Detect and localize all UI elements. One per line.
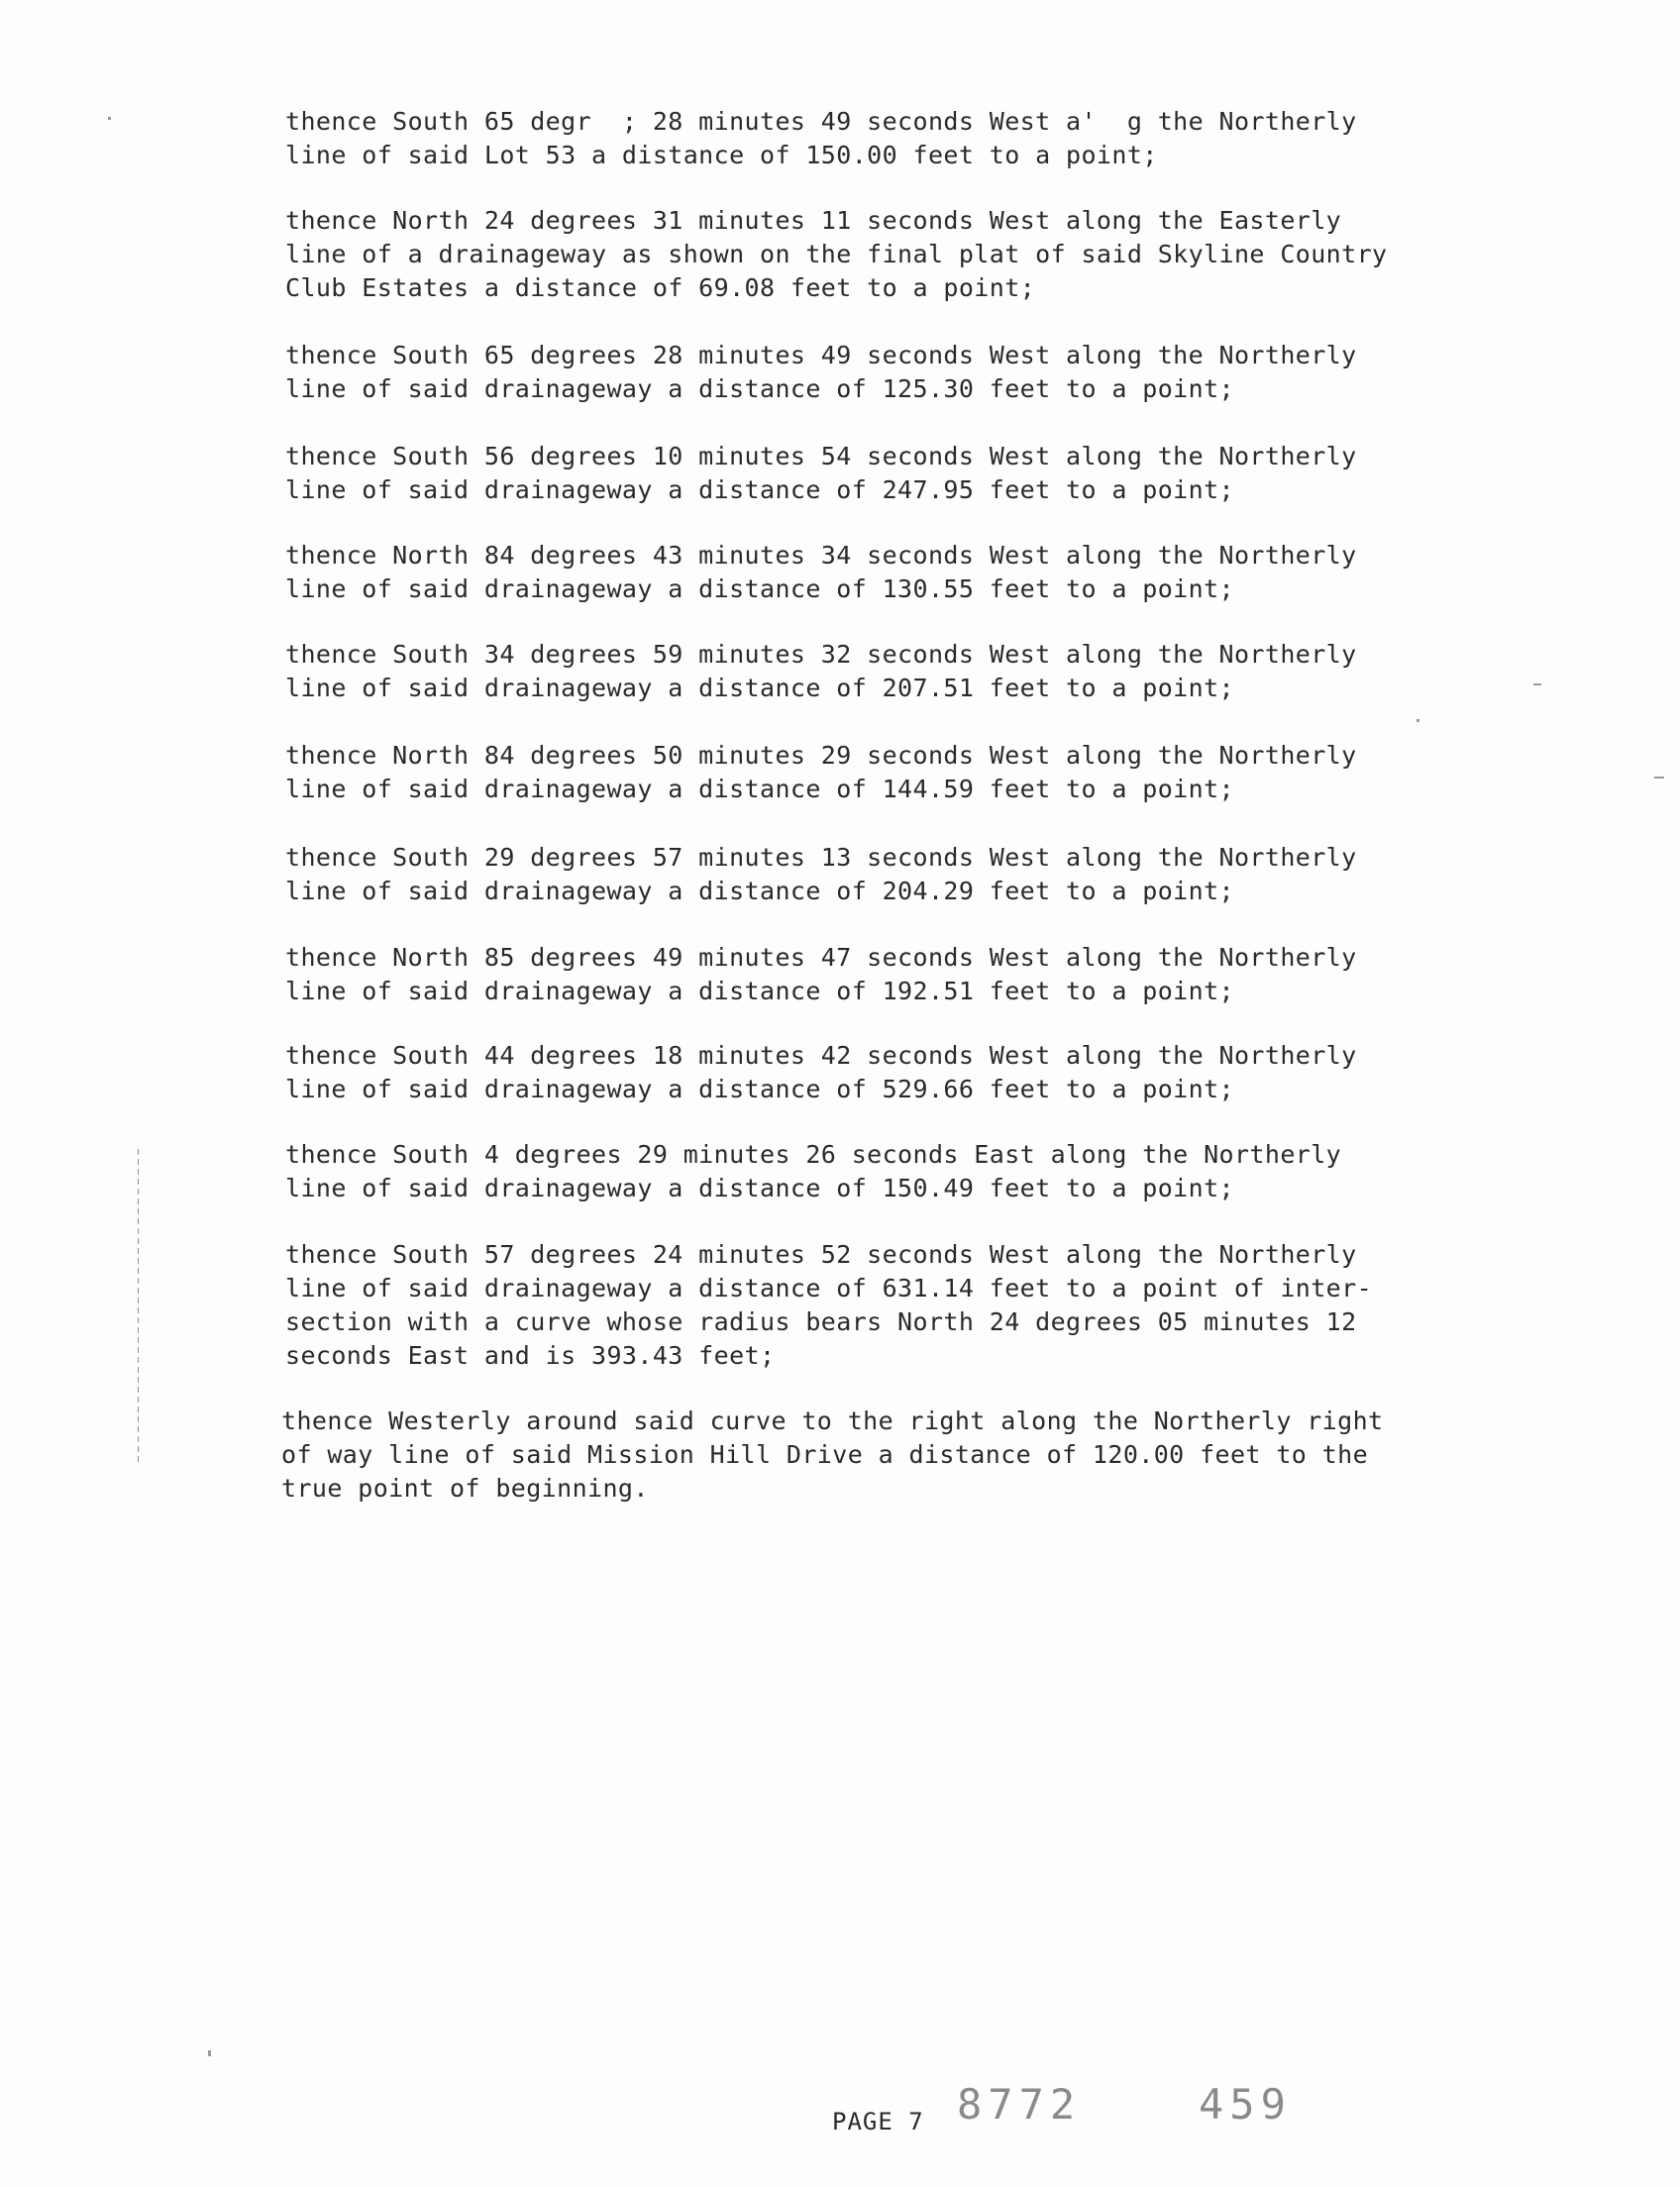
legal-description-paragraph-8: thence South 29 degrees 57 minutes 13 seconds West along the Northerly line of said drainageway a distance of 204.29 feet to a point;	[285, 843, 1357, 905]
footer-page-label: PAGE 7	[832, 2108, 924, 2135]
legal-description-paragraph-4: thence South 56 degrees 10 minutes 54 seconds West along the Northerly line of said drainageway a distance of 247.95 feet to a point;	[285, 442, 1357, 504]
legal-description-paragraph-10: thence South 44 degrees 18 minutes 42 seconds West along the Northerly line of said drainageway a distance of 529.66 feet to a point;	[285, 1041, 1357, 1103]
legal-description-paragraph-9: thence North 85 degrees 49 minutes 47 seconds West along the Northerly line of said drainageway a distance of 192.51 feet to a point;	[285, 943, 1357, 1005]
scan-speck	[1417, 719, 1419, 722]
legal-description-paragraph-13: thence Westerly around said curve to the right along the Northerly right of way line of said Mission Hill Drive a distance of 120.00 feet to the true point of beginning.	[281, 1406, 1384, 1503]
recording-book-number: 8772	[957, 2080, 1082, 2129]
scan-margin-line	[138, 1149, 139, 1466]
scan-speck	[208, 2050, 211, 2056]
recording-page-number: 459	[1199, 2080, 1292, 2129]
legal-description-paragraph-3: thence South 65 degrees 28 minutes 49 seconds West along the Northerly line of said drainageway a distance of 125.30 feet to a point;	[285, 341, 1357, 403]
legal-description-paragraph-7: thence North 84 degrees 50 minutes 29 seconds West along the Northerly line of said drainageway a distance of 144.59 feet to a point;	[285, 741, 1357, 803]
legal-description-paragraph-1: thence South 65 degr ; 28 minutes 49 seconds West a' g the Northerly line of said Lot 53 a distance of 150.00 feet to a point;	[285, 107, 1357, 169]
legal-description-paragraph-12: thence South 57 degrees 24 minutes 52 seconds West along the Northerly line of said drainageway a distance of 631.14 feet to a point of inter- section with a curve whose radius bears North 24 degrees 05 minutes 12 seconds East and is 393.43 feet;	[285, 1240, 1373, 1370]
scan-speck	[1533, 683, 1541, 685]
legal-description-paragraph-11: thence South 4 degrees 29 minutes 26 seconds East along the Northerly line of said drainageway a distance of 150.49 feet to a point;	[285, 1140, 1342, 1202]
scan-speck	[108, 117, 111, 120]
legal-description-paragraph-6: thence South 34 degrees 59 minutes 32 seconds West along the Northerly line of said drainageway a distance of 207.51 feet to a point;	[285, 640, 1357, 702]
scan-speck	[1654, 777, 1664, 779]
legal-description-paragraph-5: thence North 84 degrees 43 minutes 34 seconds West along the Northerly line of said drainageway a distance of 130.55 feet to a point;	[285, 541, 1357, 603]
legal-description-paragraph-2: thence North 24 degrees 31 minutes 11 seconds West along the Easterly line of a drainageway as shown on the final plat of said Skyline Country Club Estates a distance of 69.08 feet to a point;	[285, 206, 1388, 302]
